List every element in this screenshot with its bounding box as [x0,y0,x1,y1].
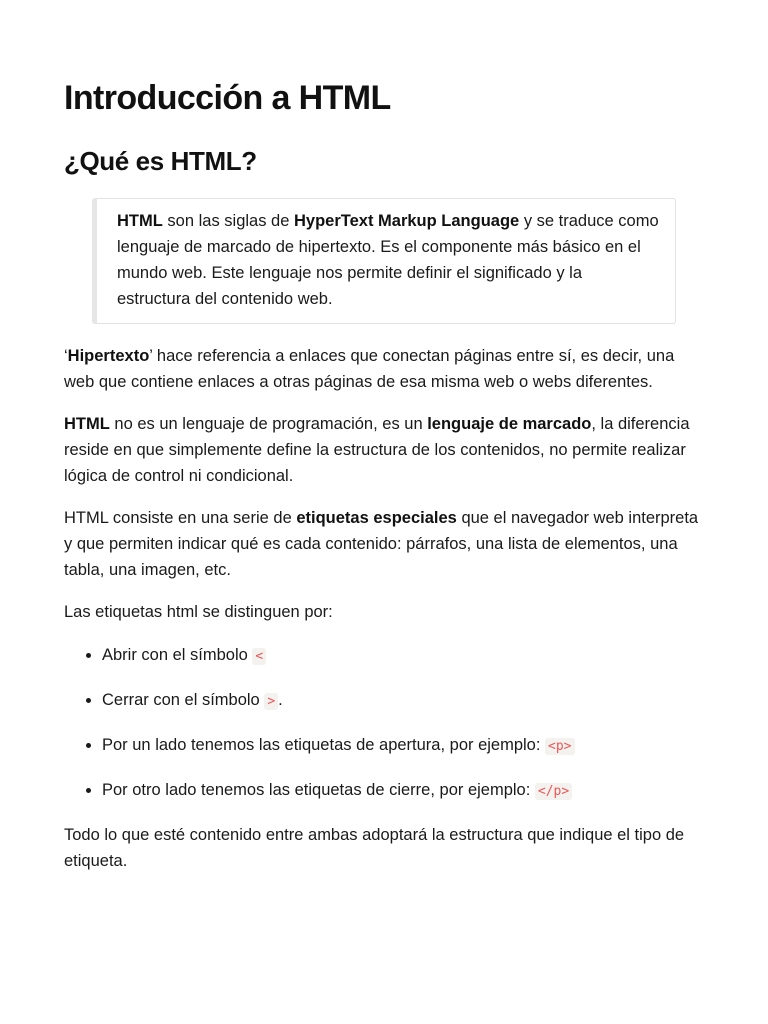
inline-code: > [264,693,278,710]
list-item-after: . [278,691,283,709]
callout-term: HTML [117,212,163,230]
paragraph-tags-text-1: HTML consiste en una serie de [64,509,297,527]
callout-text-1: son las siglas de [162,212,294,230]
callout-expansion: HyperText Markup Language [293,212,520,230]
paragraph-hipertexto [64,343,704,395]
list-item [102,687,704,715]
definition-callout [92,198,676,324]
tag-rules-list [64,642,704,805]
list-item-text: Por un lado tenemos las etiquetas de apertura, por ejemplo: [102,736,546,754]
paragraph-markup [64,411,704,489]
special-tags-term: etiquetas especiales [296,509,457,527]
paragraph-tags [64,505,704,583]
paragraph-closing: Todo lo que esté contenido entre ambas adoptará la estructura que indique el tipo de etiqueta. [64,826,685,870]
paragraph-list-intro: Las etiquetas html se distinguen por: [64,603,333,621]
markup-term: lenguaje de marcado [427,415,592,433]
inline-code: <p> [545,738,574,755]
html-term: HTML [64,415,110,433]
callout-text-2: y se traduce como lenguaje de marcado de hipertexto. Es el componente más básico en el mundo web. Este lenguaje nos permite definir el significado y la estructura del contenido web. [117,212,659,308]
list-item [102,777,704,805]
quote-open: ‘ [64,347,68,365]
paragraph-markup-text-1: no es un lenguaje de programación, es un [109,415,428,433]
list-item [102,642,704,670]
list-item-text: Abrir con el símbolo [102,646,253,664]
list-item [102,732,704,760]
hipertexto-term: Hipertexto [67,347,150,365]
page-title: Introducción a HTML [64,79,391,117]
list-item-text: Cerrar con el símbolo [102,691,265,709]
inline-code: < [252,648,266,665]
section-heading: ¿Qué es HTML? [64,146,257,176]
paragraph-hipertexto-text: ’ hace referencia a enlaces que conectan páginas entre sí, es decir, una web que contiene enlaces a otras páginas de esa misma web o webs diferentes. [64,347,675,391]
paragraph-tags-text-2: que el navegador web interpreta y que permiten indicar qué es cada contenido: párrafos, una lista de elementos, una tabla, una imagen, etc. [64,509,699,579]
inline-code: </p> [535,783,572,800]
list-item-text: Por otro lado tenemos las etiquetas de cierre, por ejemplo: [102,781,535,799]
paragraph-markup-text-2: , la diferencia reside en que simplemente define la estructura de los contenidos, no permite realizar lógica de control ni condicional. [64,415,690,485]
